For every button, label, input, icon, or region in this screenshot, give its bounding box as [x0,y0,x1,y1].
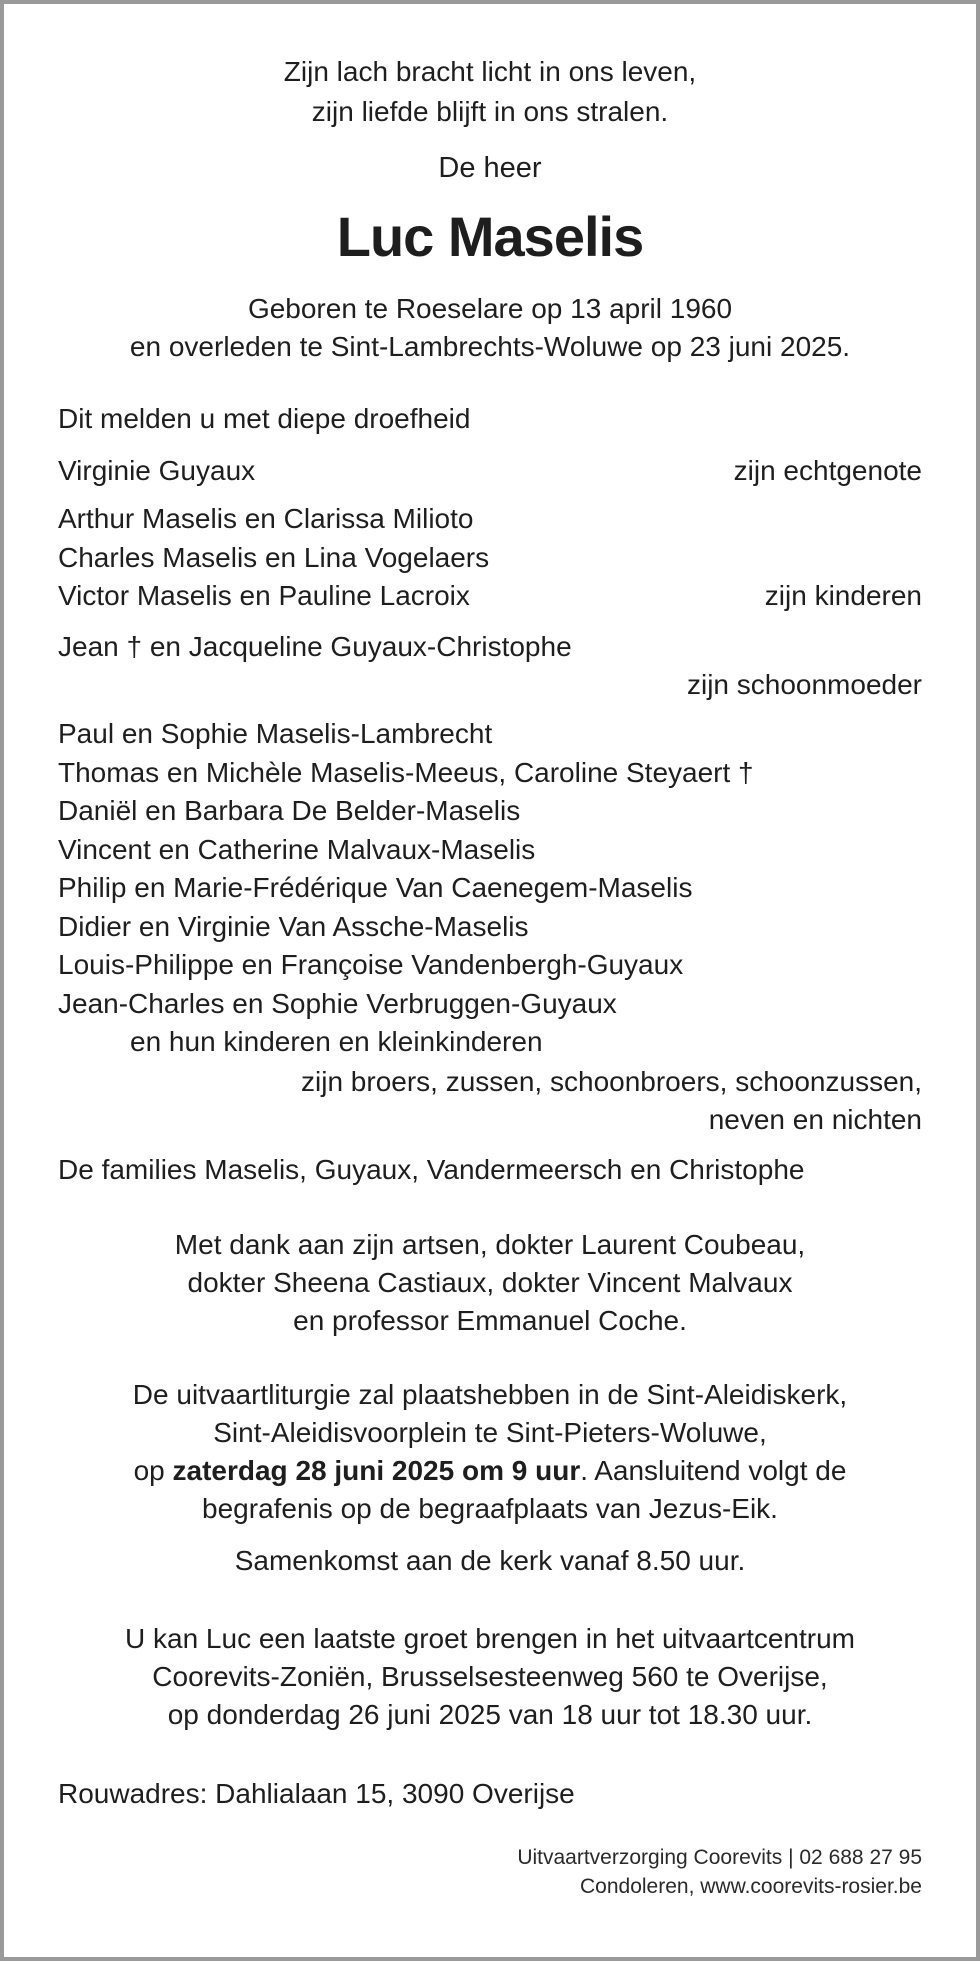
list-item: Didier en Virginie Van Assche-Maselis [58,910,529,942]
undertaker-line-2: Condoleren, www.coorevits-rosier.be [580,1875,922,1898]
undertaker-info [517,1843,922,1901]
in-laws-name: Jean † en Jacqueline Guyaux-Christophe [58,631,572,662]
announcement-text: Dit melden u met diepe droefheid [58,403,471,434]
list-item: Jean-Charles en Sophie Verbruggen-Guyaux [58,987,617,1019]
siblings-role-line-2: neven en nichten [708,1104,922,1135]
meeting-info: Samenkomst aan de kerk vanaf 8.50 uur. [234,1545,746,1576]
families-line: De families Maselis, Guyaux, Vandermeersch en Christophe [58,1154,805,1185]
birth-line: Geboren te Roeselare op 13 april 1960 [247,293,733,324]
list-item: Paul en Sophie Maselis-Lambrecht [58,718,493,749]
list-item: Charles Maselis en Lina Vogelaers [58,541,490,573]
visit-line-1: U kan Luc een laatste groet brengen in het uitvaartcentrum [125,1623,855,1654]
undertaker-line-1: Uitvaartverzorging Coorevits | 02 688 27 95 [517,1846,922,1869]
children-role: zijn kinderen [764,580,922,611]
thanks-line-1: Met dank aan zijn artsen, dokter Laurent Coubeau, [174,1229,806,1260]
death-line: en overleden te Sint-Lambrechts-Woluwe op 23 juni 2025. [129,331,851,362]
deceased-name: Luc Maselis [336,205,644,268]
funeral-date: zaterdag 28 juni 2025 om 9 uur [172,1455,581,1486]
funeral-line-3 [0,1452,980,1490]
mourning-address: Rouwadres: Dahlialaan 15, 3090 Overijse [58,1778,575,1809]
list-item: Daniël en Barbara De Belder-Maselis [58,795,521,826]
intro-line-1: Zijn lach bracht licht in ons leven, [283,56,697,87]
siblings-role-line-1: zijn broers, zussen, schoonbroers, schoonzussen, [301,1066,922,1097]
list-item: Thomas en Michèle Maselis-Meeus, Caroline Steyaert † [58,756,754,788]
visitation-paragraph [0,1620,980,1734]
visit-line-3: op donderdag 26 juni 2025 van 18 uur tot 18.30 uur. [167,1699,813,1730]
in-laws-role: zijn schoonmoeder [686,669,922,700]
funeral-date-prefix: op [133,1455,173,1486]
list-item: Arthur Maselis en Clarissa Milioto [58,503,474,534]
birth-death-info [0,290,980,366]
children-list [58,500,489,616]
thanks-line-3: en professor Emmanuel Coche. [293,1305,687,1336]
funeral-date-suffix: . Aansluitend volgt de [580,1455,847,1486]
spouse-role: zijn echtgenote [733,455,922,486]
siblings-list [58,715,754,1062]
list-item: Victor Maselis en Pauline Lacroix [58,580,470,611]
intro-line-2: zijn liefde blijft in ons stralen. [311,96,669,127]
thanks-line-2: dokter Sheena Castiaux, dokter Vincent Malvaux [187,1267,793,1298]
intro-verse [0,52,980,132]
list-item: Vincent en Catherine Malvaux-Maselis [58,833,536,865]
funeral-line-2: Sint-Aleidisvoorplein te Sint-Pieters-Woluwe, [213,1417,767,1448]
siblings-role [301,1063,922,1139]
funeral-line-4: begrafenis op de begraafplaats van Jezus-Eik. [202,1493,778,1524]
funeral-paragraph [0,1376,980,1528]
title-honorific: De heer [438,152,542,184]
visit-line-2: Coorevits-Zoniën, Brusselsesteenweg 560 te Overijse, [152,1661,828,1692]
list-item: Louis-Philippe en Françoise Vandenbergh-Guyaux [58,949,684,980]
siblings-extra: en hun kinderen en kleinkinderen [130,1026,543,1057]
list-item: Philip en Marie-Frédérique Van Caenegem-Maselis [58,872,693,903]
funeral-line-1: De uitvaartliturgie zal plaatshebben in de Sint-Aleidiskerk, [132,1379,848,1410]
thanks-paragraph [0,1226,980,1340]
spouse-name: Virginie Guyaux [58,455,256,486]
